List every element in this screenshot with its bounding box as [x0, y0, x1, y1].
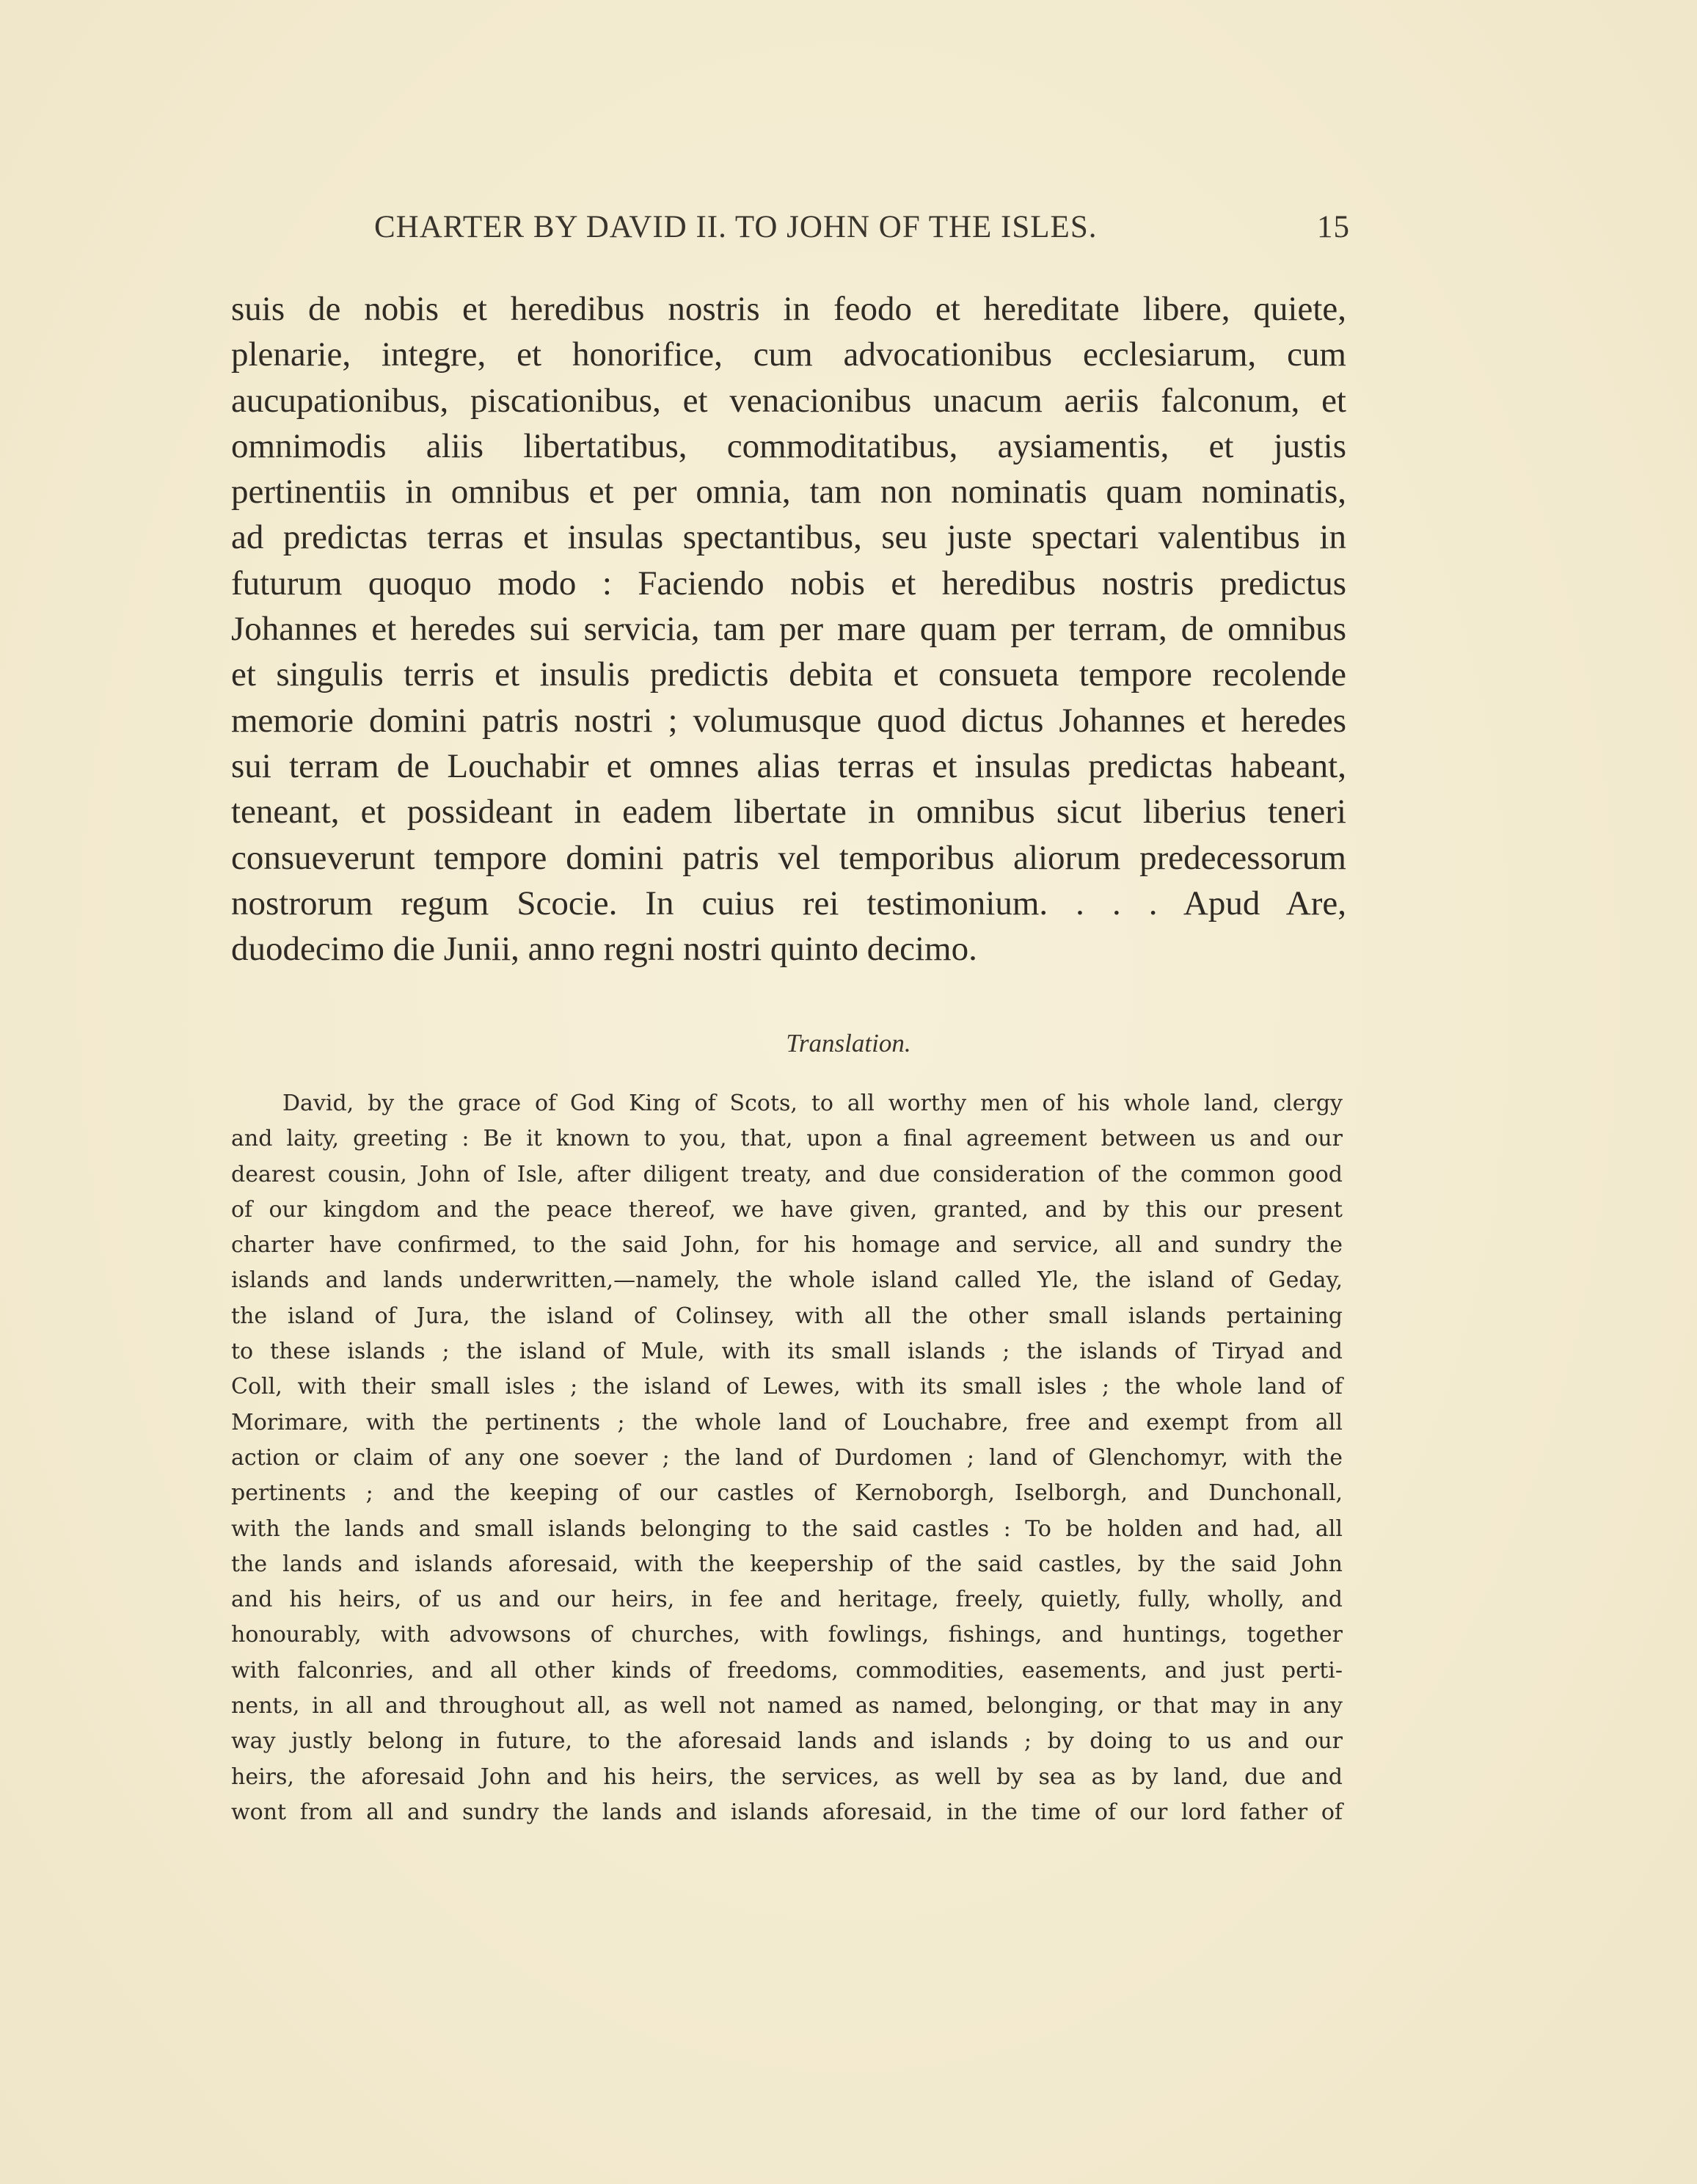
- page-number: 15: [1317, 210, 1350, 244]
- translation-line: pertinents ; and the keeping of our castles of Kernoborgh, Iselborgh, and Dunchonall,: [231, 1480, 1343, 1507]
- latin-line: plenarie, integre, et honorifice, cum advocationibus ecclesiarum, cum: [231, 335, 1346, 374]
- translation-line: islands and lands underwritten,—namely, the whole island called Yle, the island of Geday,: [231, 1267, 1343, 1294]
- latin-line: ad predictas terras et insulas spectantibus, seu juste spectari valentibus in: [231, 518, 1346, 557]
- latin-charter-text: [231, 286, 1346, 972]
- translation-line: way justly belong in future, to the aforesaid lands and islands ; by doing to us and our: [231, 1728, 1343, 1755]
- latin-line: teneant, et possideant in eadem libertate in omnibus sicut liberius teneri: [231, 793, 1346, 831]
- latin-line: duodecimo die Junii, anno regni nostri quinto decimo.: [231, 930, 977, 969]
- translation-line: with falconries, and all other kinds of freedoms, commodities, easements, and just perti-: [231, 1657, 1343, 1684]
- translation-line: honourably, with advowsons of churches, with fowlings, fishings, and huntings, together: [231, 1622, 1343, 1648]
- running-header: [374, 209, 1350, 253]
- latin-line: sui terram de Louchabir et omnes alias terras et insulas predictas habeant,: [231, 746, 1346, 785]
- translation-line: of our kingdom and the peace thereof, we have given, granted, and by this our present: [231, 1196, 1343, 1223]
- translation-line: charter have confirmed, to the said John, for his homage and service, all and sundry the: [231, 1232, 1343, 1259]
- translation-line: and his heirs, of us and our heirs, in fee and heritage, freely, quietly, fully, wholly, and: [231, 1587, 1343, 1613]
- latin-line: nostrorum regum Scocie. In cuius rei testimonium. . . . Apud Are,: [231, 884, 1346, 922]
- translation-line: Coll, with their small isles ; the island of Lewes, with its small isles ; the whole land of: [231, 1374, 1343, 1400]
- latin-line: suis de nobis et heredibus nostris in feodo et hereditate libere, quiete,: [231, 290, 1346, 328]
- latin-line: et singulis terris et insulis predictis debita et consueta tempore recolende: [231, 655, 1346, 694]
- latin-line: omnimodis aliis libertatibus, commoditatibus, aysiamentis, et justis: [231, 426, 1346, 465]
- translation-text: [231, 1086, 1343, 1830]
- latin-line: consueverunt tempore domini patris vel temporibus aliorum predecessorum: [231, 838, 1346, 877]
- translation-line: wont from all and sundry the lands and islands aforesaid, in the time of our lord father of: [231, 1799, 1343, 1825]
- translation-line: the lands and islands aforesaid, with the keepership of the said castles, by the said John: [231, 1551, 1343, 1577]
- translation-line: dearest cousin, John of Isle, after diligent treaty, and due consideration of the common good: [231, 1161, 1343, 1187]
- translation-line: and laity, greeting : Be it known to you, that, upon a final agreement between us and our: [231, 1126, 1343, 1152]
- translation-line: action or claim of any one soever ; the land of Durdomen ; land of Glenchomyr, with the: [231, 1444, 1343, 1471]
- translation-line: Morimare, with the pertinents ; the whole land of Louchabre, free and exempt from all: [231, 1409, 1343, 1435]
- translation-line: the island of Jura, the island of Colinsey, with all the other small islands pertaining: [231, 1303, 1343, 1329]
- translation-line: nents, in all and throughout all, as well not named as named, belonging, or that may in any: [231, 1693, 1343, 1719]
- translation-line: heirs, the aforesaid John and his heirs, the services, as well by sea as by land, due and: [231, 1763, 1343, 1790]
- translation-line: with the lands and small islands belonging to the said castles : To be holden and had, all: [231, 1515, 1343, 1542]
- translation-heading: Translation.: [786, 1029, 911, 1058]
- latin-line: Johannes et heredes sui servicia, tam per mare quam per terram, de omnibus: [231, 610, 1346, 649]
- latin-line: aucupationibus, piscationibus, et venacionibus unacum aeriis falconum, et: [231, 381, 1346, 420]
- latin-line: futurum quoquo modo : Faciendo nobis et heredibus nostris predictus: [231, 564, 1346, 603]
- latin-line: memorie domini patris nostri ; volumusque quod dictus Johannes et heredes: [231, 701, 1346, 740]
- translation-line: to these islands ; the island of Mule, with its small islands ; the islands of Tiryad and: [231, 1339, 1343, 1365]
- running-title: CHARTER BY DAVID II. TO JOHN OF THE ISLES.: [374, 210, 1098, 244]
- latin-line: pertinentiis in omnibus et per omnia, tam non nominatis quam nominatis,: [231, 473, 1346, 512]
- translation-line: David, by the grace of God King of Scots, to all worthy men of his whole land, clergy: [282, 1091, 1343, 1116]
